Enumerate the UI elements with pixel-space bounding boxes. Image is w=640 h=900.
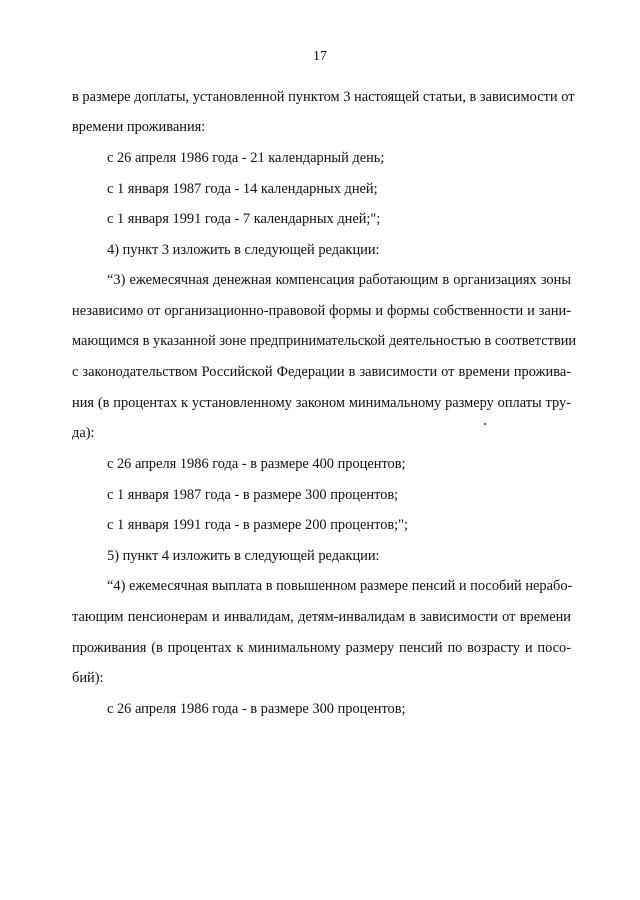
speck-mark: [484, 423, 486, 425]
text-line-19: проживания (в процентах к минимальному размеру пенсий по возрасту и посо-: [72, 640, 571, 656]
text-line-1: в размере доплаты, установленной пунктом 3 настоящей статьи, в зависимости от: [72, 89, 575, 105]
text-line-2: времени проживания:: [72, 119, 206, 135]
text-line-17: “4) ежемесячная выплата в повышенном размере пенсий и пособий нерабо-: [107, 578, 573, 594]
text-line-20: бий):: [72, 670, 104, 686]
text-line-18: тающим пенсионерам и инвалидам, детям-инвалидам в зависимости от времени: [72, 609, 571, 625]
text-line-5: с 1 января 1991 года - 7 календарных дней;";: [107, 211, 381, 227]
page-number: 17: [313, 49, 327, 64]
text-line-9: мающимся в указанной зоне предпринимательской деятельностью в соответствии: [72, 333, 577, 349]
text-line-4: с 1 января 1987 года - 14 календарных дней;: [107, 181, 378, 197]
text-line-11: ния (в процентах к установленному законом минимальному размеру оплаты тру-: [72, 395, 571, 411]
text-line-15: с 1 января 1991 года - в размере 200 процентов;";: [107, 517, 409, 533]
text-line-8: независимо от организационно-правовой формы и формы собственности и зани-: [72, 303, 571, 319]
text-line-21: с 26 апреля 1986 года - в размере 300 процентов;: [107, 701, 406, 717]
text-line-3: с 26 апреля 1986 года - 21 календарный день;: [107, 150, 385, 166]
text-line-10: с законодательством Российской Федерации в зависимости от времени прожива-: [72, 364, 571, 380]
text-line-6: 4) пункт 3 изложить в следующей редакции:: [107, 242, 380, 258]
text-line-12: да):: [72, 425, 95, 441]
text-line-13: с 26 апреля 1986 года - в размере 400 процентов;: [107, 456, 406, 472]
text-line-16: 5) пункт 4 изложить в следующей редакции:: [107, 548, 380, 564]
text-line-7: “3) ежемесячная денежная компенсация работающим в организациях зоны: [107, 272, 571, 288]
text-line-14: с 1 января 1987 года - в размере 300 процентов;: [107, 487, 399, 503]
